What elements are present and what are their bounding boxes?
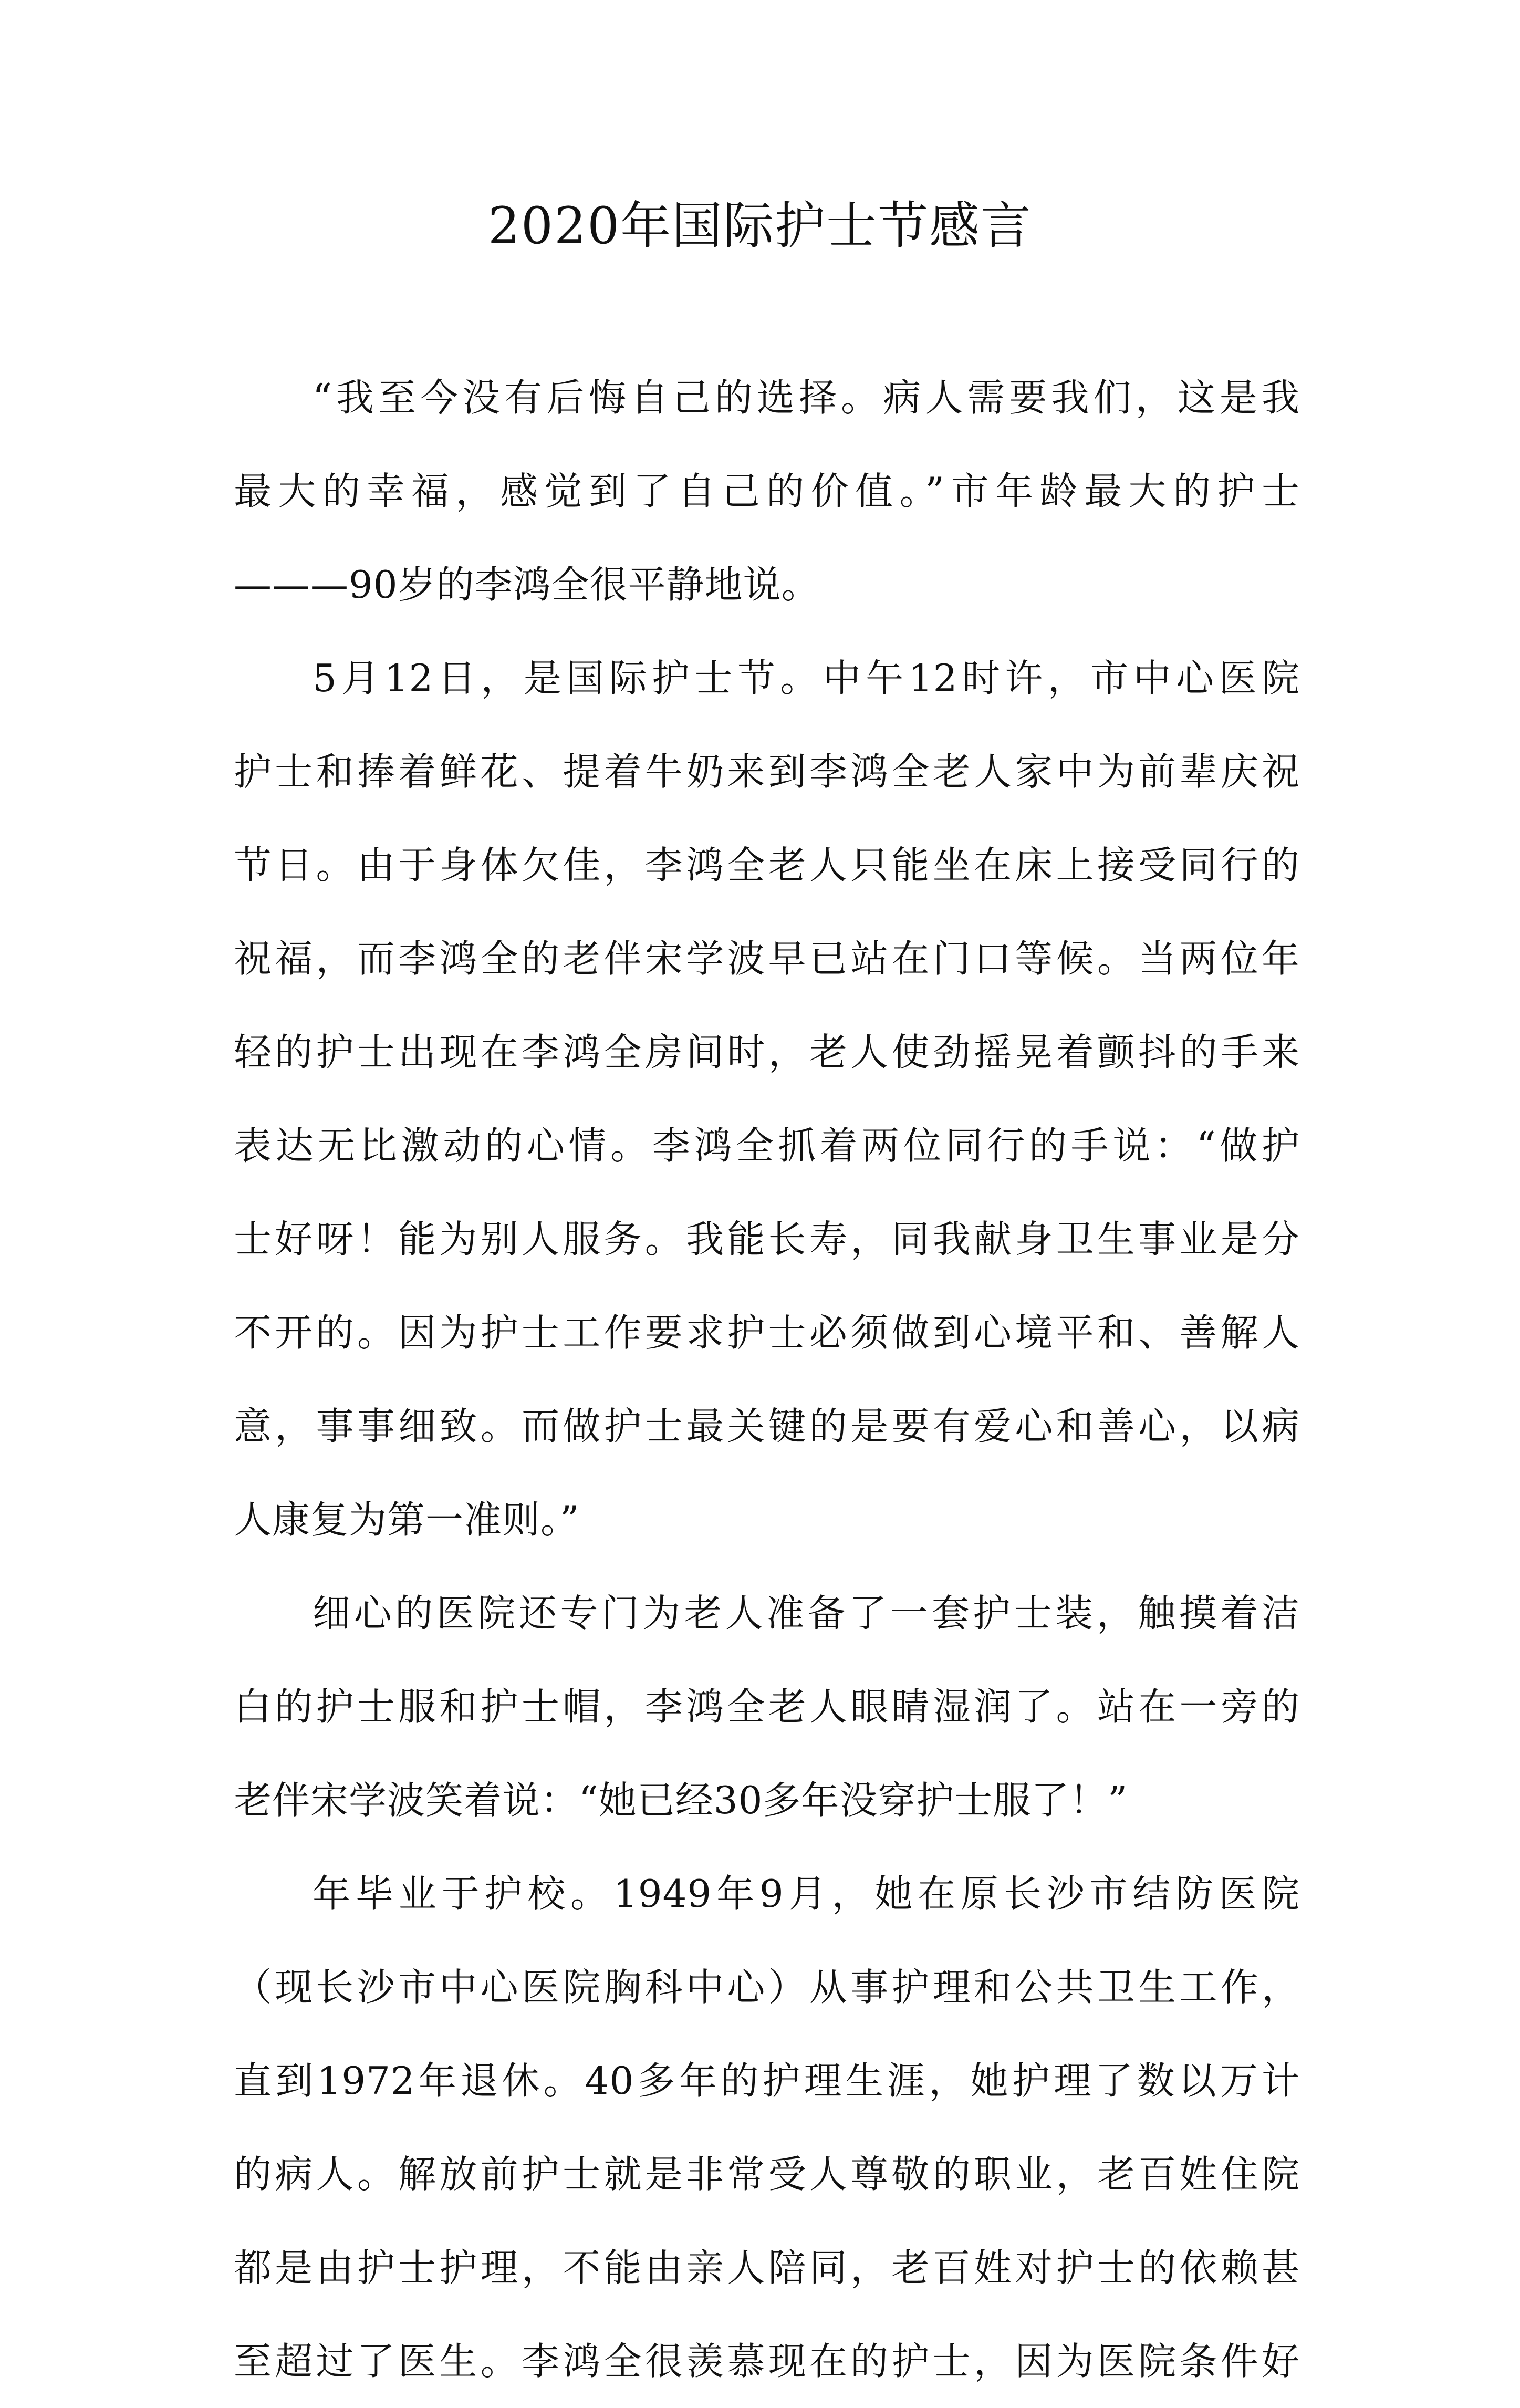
paragraph-3 xyxy=(234,1566,1300,1847)
text-line: “我至今没有后悔自己的选择。病人需要我们，这是我 xyxy=(313,376,1300,420)
text-line: ———90岁的李鸿全很平静地说。 xyxy=(234,563,820,607)
text-line: 细心的医院还专门为老人准备了一套护士装，触摸着洁 xyxy=(313,1591,1300,1635)
text-line: 表达无比激动的心情。李鸿全抓着两位同行的手说：“做护 xyxy=(234,1124,1300,1168)
text-line: 轻的护士出现在李鸿全房间时，老人使劲摇晃着颤抖的手来 xyxy=(234,1030,1300,1074)
text-line: 不开的。因为护士工作要求护士必须做到心境平和、善解人 xyxy=(234,1311,1300,1355)
paragraph-4 xyxy=(234,1847,1300,2408)
text-line: 年毕业于护校。1949年9月，她在原长沙市结防医院 xyxy=(313,1872,1300,1916)
text-line: 直到1972年退休。40多年的护理生涯，她护理了数以万计 xyxy=(234,2059,1300,2103)
text-line: 意，事事细致。而做护士最关键的是要有爱心和善心，以病 xyxy=(234,1404,1300,1448)
text-line: 老伴宋学波笑着说：“她已经30多年没穿护士服了！” xyxy=(234,1778,1128,1822)
text-line: 5月12日，是国际护士节。中午12时许，市中心医院 xyxy=(313,656,1300,700)
document-body xyxy=(234,351,1300,2408)
text-line: 护士和捧着鲜花、提着牛奶来到李鸿全老人家中为前辈庆祝 xyxy=(234,750,1300,794)
text-line: 最大的幸福，感觉到了自己的价值。”市年龄最大的护士 xyxy=(234,469,1300,513)
text-line: 都是由护士护理，不能由亲人陪同，老百姓对护士的依赖甚 xyxy=(234,2246,1300,2290)
text-line: 祝福，而李鸿全的老伴宋学波早已站在门口等候。当两位年 xyxy=(234,937,1300,981)
text-line: 人康复为第一准则。” xyxy=(234,1498,580,1542)
document-title: 2020年国际护士节感言 xyxy=(487,196,1033,255)
text-line: 节日。由于身体欠佳，李鸿全老人只能坐在床上接受同行的 xyxy=(234,843,1300,887)
text-line: （现长沙市中心医院胸科中心）从事护理和公共卫生工作， xyxy=(234,1965,1300,2009)
text-line: 的病人。解放前护士就是非常受人尊敬的职业，老百姓住院 xyxy=(234,2152,1300,2196)
text-line: 士好呀！能为别人服务。我能长寿，同我献身卫生事业是分 xyxy=(234,1217,1300,1261)
text-line: 至超过了医生。李鸿全很羡慕现在的护士，因为医院条件好 xyxy=(234,2339,1300,2383)
text-line: 白的护士服和护士帽，李鸿全老人眼睛湿润了。站在一旁的 xyxy=(234,1685,1300,1729)
paragraph-2 xyxy=(234,631,1300,1566)
paragraph-1 xyxy=(234,351,1300,631)
